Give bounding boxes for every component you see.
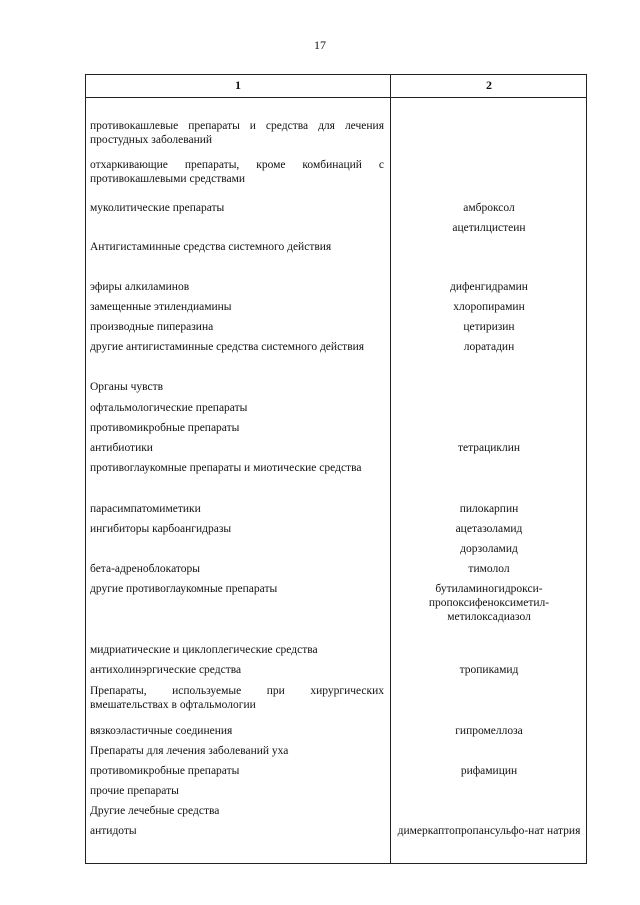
drug-cell: ацетилцистеин	[452, 222, 526, 234]
drug-table	[85, 74, 587, 864]
category-cell: муколитические препараты	[90, 202, 225, 214]
drug-cell: пилокарпин	[459, 503, 519, 515]
drug-cell: тропикамид	[459, 664, 519, 676]
category-cell: Препараты, используемые при хирургических вмешательствах в офтальмологии	[90, 685, 384, 711]
category-cell: противокашлевые препараты и средства для лечения простудных заболеваний	[90, 120, 384, 146]
category-cell: замещенные этилендиамины	[90, 301, 232, 313]
drug-cell: гипромеллоза	[455, 725, 523, 737]
drug-cell: тетрациклин	[457, 442, 521, 454]
category-cell: парасимпатомиметики	[90, 503, 201, 515]
category-cell: эфиры алкиламинов	[90, 281, 190, 293]
category-cell: противомикробные препараты	[90, 765, 240, 777]
category-cell: Антигистаминные средства системного действия	[90, 241, 332, 253]
column-header-2: 2	[486, 78, 492, 92]
drug-cell: дорзоламид	[460, 543, 518, 555]
category-cell: вязкоэластичные соединения	[90, 725, 233, 737]
drug-cell: хлоропирамин	[453, 301, 525, 313]
category-cell: офтальмологические препараты	[90, 402, 248, 414]
category-cell: мидриатические и циклоплегические средства	[90, 644, 318, 656]
column-header-1: 1	[235, 78, 241, 92]
category-cell: бета-адреноблокаторы	[90, 563, 200, 575]
category-cell: Органы чувств	[90, 381, 164, 393]
drug-cell: рифамицин	[460, 765, 518, 777]
page-number: 17	[314, 38, 326, 52]
category-cell: антидоты	[90, 825, 137, 837]
category-cell: противомикробные препараты	[90, 422, 240, 434]
category-cell: другие противоглаукомные препараты	[90, 583, 278, 595]
category-cell: противоглаукомные препараты и миотические средства	[90, 462, 362, 474]
category-cell: прочие препараты	[90, 785, 179, 797]
drug-cell: ацетазоламид	[455, 523, 523, 535]
category-cell: антибиотики	[90, 442, 153, 454]
drug-cell: бутиламиногидрокси-пропоксифеноксиметил-метилоксадиазол	[428, 583, 550, 623]
category-cell: отхаркивающие препараты, кроме комбинаций с противокашлевыми средствами	[90, 159, 384, 185]
category-cell: производные пиперазина	[90, 321, 214, 333]
drug-cell: тимолол	[468, 563, 510, 575]
drug-cell: лоратадин	[463, 341, 515, 353]
drug-cell: дифенгидрамин	[450, 281, 528, 293]
category-cell: другие антигистаминные средства системного действия	[90, 341, 365, 353]
drug-cell: амброксол	[463, 202, 515, 214]
table-header-row	[86, 75, 586, 98]
category-cell: Другие лечебные средства	[90, 805, 220, 817]
column-divider	[390, 75, 391, 863]
category-cell: Препараты для лечения заболеваний уха	[90, 745, 289, 757]
drug-cell: цетиризин	[463, 321, 515, 333]
category-cell: ингибиторы карбоангидразы	[90, 523, 232, 535]
category-cell: антихолинэргические средства	[90, 664, 242, 676]
drug-cell: димеркаптопропансульфо-нат натрия	[397, 825, 581, 837]
